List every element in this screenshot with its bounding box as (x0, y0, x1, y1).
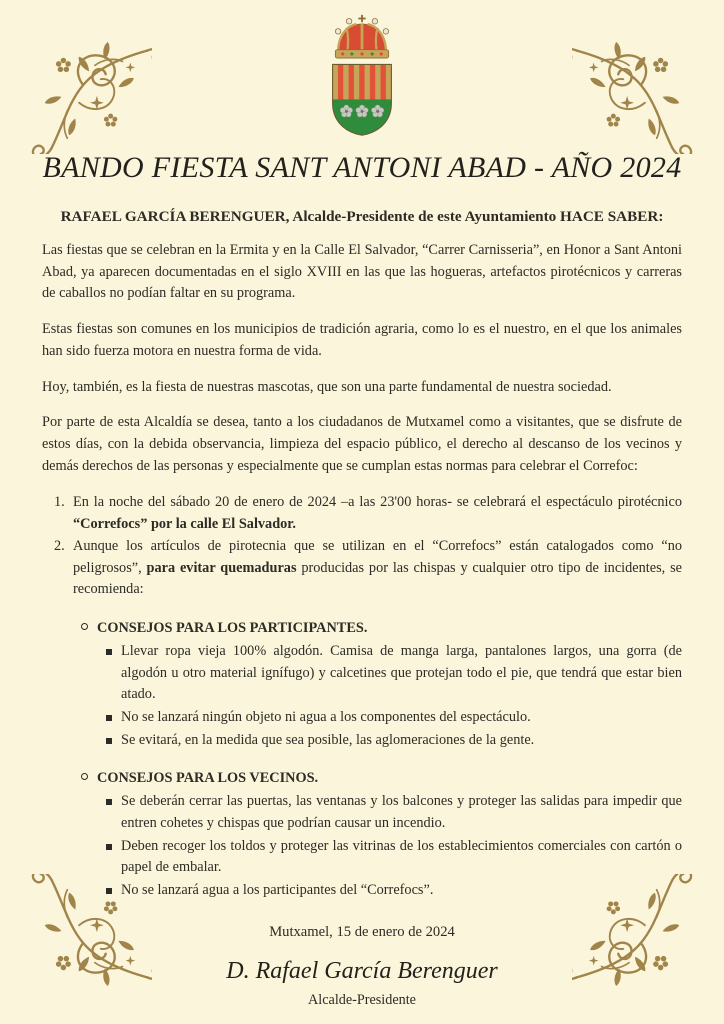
advice-bullet (42, 641, 682, 706)
advice-section-vecinos (42, 768, 682, 901)
body-paragraph: Las fiestas que se celebran en la Ermita y en la Calle El Salvador, “Carrer Carnisseria”, en Honor a Sant Antoni Abad, ya aparecen documentadas en el siglo XVIII en las que las hogueras, artefactos pirotécnicos y carreras de caballos no podían faltar en su programa. (42, 242, 682, 302)
advice-bullet-text: No se lanzará agua a los participantes del “Correfocs”. (121, 881, 434, 898)
advice-bullet-text: No se lanzará ningún objeto ni agua a los componentes del espectáculo. (121, 708, 531, 725)
advice-bullet-text: Se evitará, en la medida que sea posible, las aglomeraciones de la gente. (121, 731, 535, 748)
square-bullet-icon (106, 738, 112, 744)
square-bullet-icon (106, 799, 112, 805)
body-paragraph: Por parte de esta Alcaldía se desea, tanto a los ciudadanos de Mutxamel como a visitantes, que se disfrute de estos días, con la debida observancia, limpieza del espacio público, el derecho al descanso de los vecinos y demás derechos de las personas y especialmente que se cumplan estas normas para celebrar el Correfoc: (42, 414, 682, 474)
advice-bullet (42, 730, 682, 752)
list-number: 1. (54, 494, 65, 511)
advice-bullet-text: Llevar ropa vieja 100% algodón. Camisa de manga larga, pantalones largos, una gorra (de algodón u otro material ignífugo) y calcetines que protejan todo el pie, que tendrá que estar bien atado. (121, 642, 682, 703)
proclamation-line: RAFAEL GARCÍA BERENGUER, Alcalde-Presidente de este Ayuntamiento HACE SABER: (60, 208, 664, 225)
signature-role: Alcalde-Presidente (308, 991, 416, 1008)
page-title: BANDO FIESTA SANT ANTONI ABAD - AÑO 2024 (42, 151, 682, 184)
circle-bullet-icon (81, 773, 88, 780)
crown (335, 15, 388, 58)
signature: D. Rafael García Berenguer (226, 957, 498, 984)
square-bullet-icon (106, 715, 112, 721)
square-bullet-icon (106, 844, 112, 850)
advice-bullet (42, 836, 682, 879)
list-item (42, 536, 682, 601)
list-item-text: En la noche del sábado 20 de enero de 2024 –a las 23'00 horas- se celebrará el espectáculo pirotécnico (73, 494, 682, 511)
list-item-text: Aunque los artículos de pirotecnia que se utilizan en el “Correfocs” están catalogados como “no peligrosos”, (73, 537, 682, 576)
circle-bullet-icon (81, 623, 88, 630)
list-number: 2. (54, 537, 65, 554)
numbered-list (42, 492, 682, 601)
advice-bullet (42, 791, 682, 834)
advice-bullet (42, 707, 682, 729)
body-paragraph: Hoy, también, es la fiesta de nuestras mascotas, que son una parte fundamental de nuestra sociedad. (42, 378, 612, 395)
advice-section-participantes (42, 618, 682, 751)
body-paragraph: Estas fiestas son comunes en los municipios de tradición agraria, como lo es el nuestro, en el que los animales han sido fuerza motora en nuestra forma de vida. (42, 321, 682, 359)
document-body (0, 208, 724, 1009)
shield (333, 64, 392, 138)
advice-heading (42, 768, 682, 790)
list-item-bold-text: “Correfocs” por la calle El Salvador. (73, 516, 296, 533)
square-bullet-icon (106, 888, 112, 894)
coat-of-arms-icon (316, 13, 408, 138)
shield-flowers (340, 105, 384, 117)
advice-bullet-text: Deben recoger los toldos y proteger las vitrinas de los establecimientos comerciales con cartón o papel de embalar. (121, 837, 682, 876)
advice-bullet (42, 880, 682, 902)
corner-flourish-icon (572, 26, 700, 154)
advice-heading-text: CONSEJOS PARA LOS VECINOS. (97, 770, 319, 787)
square-bullet-icon (106, 649, 112, 655)
advice-heading-text: CONSEJOS PARA LOS PARTICIPANTES. (97, 620, 368, 637)
list-item-text: producidas por las chispas y cualquier otro tipo de incidentes, se recomienda: (73, 559, 682, 598)
advice-heading (42, 618, 682, 640)
corner-flourish-icon (24, 26, 152, 154)
dateline: Mutxamel, 15 de enero de 2024 (269, 923, 455, 940)
advice-bullet-text: Se deberán cerrar las puertas, las ventanas y los balcones y proteger las salidas para impedir que entren cohetes y chispas que podrían causar un incendio. (121, 793, 682, 831)
list-item-bold-text: para evitar quemaduras (146, 559, 297, 576)
list-item (42, 492, 682, 535)
